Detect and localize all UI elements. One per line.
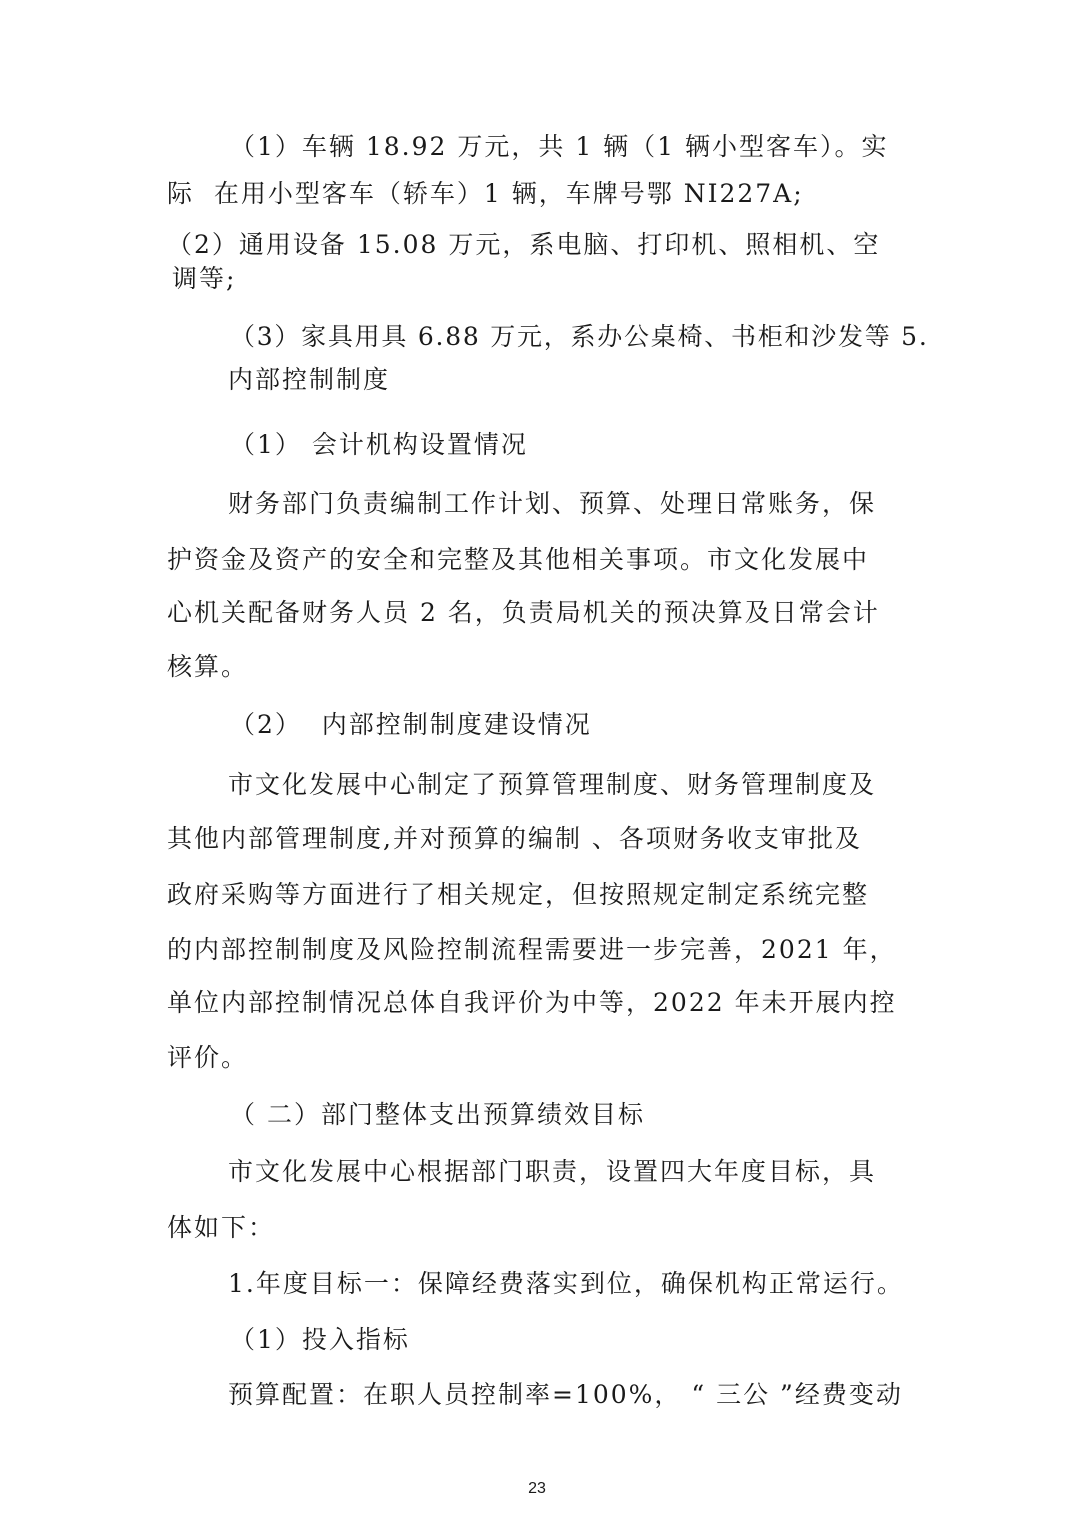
text-line: 预算配置：在职人员控制率=100%， “ 三公 ”经费变动 [228, 1380, 903, 1409]
text-line: 调等; [172, 264, 237, 293]
text-line: （2）通用设备 15.08 万元，系电脑、打印机、照相机、空 [167, 230, 881, 259]
text-line: 心机关配备财务人员 2 名，负责局机关的预决算及日常会计 [167, 598, 880, 627]
text-line: 核算。 [167, 652, 249, 681]
text-line: （3）家具用具 6.88 万元，系办公桌椅、书柜和沙发等 5. [230, 322, 929, 351]
text-line: 的内部控制制度及风险控制流程需要进一步完善，2021 年， [167, 935, 897, 964]
text-line: （1）投入指标 [230, 1325, 410, 1354]
text-line: 护资金及资产的安全和完整及其他相关事项。市文化发展中 [167, 545, 870, 574]
text-line: 1.年度目标一：保障经费落实到位，确保机构正常运行。 [228, 1269, 904, 1298]
text-line: 内部控制制度 [228, 365, 391, 394]
text-line: 市文化发展中心制定了预算管理制度、财务管理制度及 [228, 770, 877, 799]
text-line: 财务部门负责编制工作计划、预算、处理日常账务，保 [228, 489, 877, 518]
text-line: 市文化发展中心根据部门职责，设置四大年度目标，具 [228, 1157, 877, 1186]
text-line: （1）车辆 18.92 万元，共 1 辆（1 辆小型客车）。实 [230, 132, 889, 161]
text-line: （ 二）部门整体支出预算绩效目标 [230, 1100, 645, 1129]
text-line: 其他内部管理制度,并对预算的编制 、各项财务收支审批及 [167, 824, 862, 853]
text-line: 单位内部控制情况总体自我评价为中等，2022 年未开展内控 [167, 988, 897, 1017]
text-line: （1） 会计机构设置情况 [230, 430, 528, 459]
page-number: 23 [528, 1480, 546, 1497]
text-line: 际 在用小型客车（轿车）1 辆，车牌号鄂 NI227A; [167, 179, 804, 208]
text-line: 政府采购等方面进行了相关规定，但按照规定制定系统完整 [167, 880, 870, 909]
text-line: 评价。 [167, 1043, 249, 1072]
text-line: （2） 内部控制制度建设情况 [230, 710, 592, 739]
text-line: 体如下： [167, 1213, 276, 1242]
